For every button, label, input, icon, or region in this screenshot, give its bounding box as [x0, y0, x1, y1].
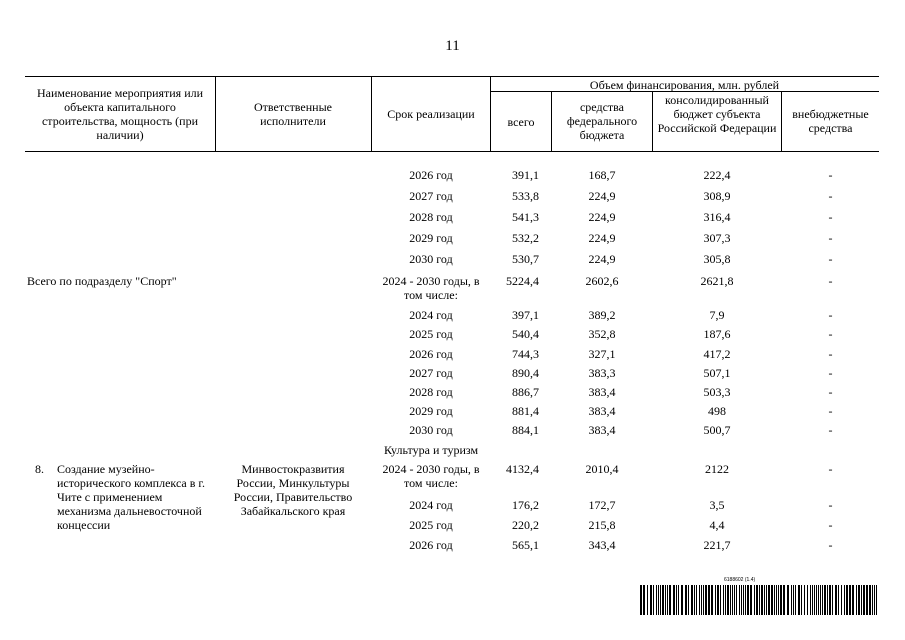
barcode-bar: [736, 585, 737, 615]
barcode-bar: [754, 585, 755, 615]
item8-name: Создание музейно-исторического комплекса в г. Чите с применением механизма дальневосточной концессии: [57, 462, 205, 532]
subtotal-label: Всего по подразделу "Спорт": [27, 274, 177, 288]
barcode-bar: [691, 585, 693, 615]
barcode-bar: [678, 585, 679, 615]
row-period: 2024 - 2030 годы, в том числе:: [382, 274, 480, 302]
barcode-bar: [771, 585, 773, 615]
header-executors: Ответственные исполнители: [254, 100, 332, 128]
row-federal: 168,7: [588, 168, 616, 182]
barcode-bar: [856, 585, 857, 615]
barcode-bar: [673, 585, 675, 615]
row-period: 2030 год: [409, 252, 453, 266]
barcode-bar: [861, 585, 862, 615]
row-total: 881,4: [512, 404, 539, 418]
row-federal: 224,9: [588, 231, 616, 245]
barcode-bar: [688, 585, 689, 615]
row-total: 397,1: [512, 308, 539, 322]
row-period: 2027 год: [409, 189, 453, 203]
row-total: 530,7: [512, 252, 539, 266]
row-total: 533,8: [512, 189, 539, 203]
row-regional: 417,2: [703, 347, 731, 361]
barcode-bar: [717, 585, 719, 615]
barcode-bar: [814, 585, 815, 615]
row-regional: 503,3: [703, 385, 731, 399]
item8-row-regional: 221,7: [703, 538, 731, 552]
barcode-bar: [812, 585, 813, 615]
row-extra: -: [828, 366, 833, 380]
barcode-bar: [829, 585, 831, 615]
barcode-bar: [669, 585, 671, 615]
row-period: 2025 год: [409, 327, 453, 341]
row-period: 2026 год: [409, 168, 453, 182]
barcode-bar: [759, 585, 760, 615]
row-regional: 2621,8: [700, 274, 734, 288]
item8-row-total: 4132,4: [506, 462, 539, 476]
table-top-rule: [25, 76, 879, 77]
item8-row-period: 2026 год: [409, 538, 453, 552]
barcode-bar: [705, 585, 707, 615]
row-extra: -: [828, 404, 833, 418]
row-federal: 389,2: [588, 308, 616, 322]
barcode-bar: [795, 585, 796, 615]
row-extra: -: [828, 168, 833, 182]
barcode-bar: [696, 585, 697, 615]
barcode-bar: [660, 585, 661, 615]
item8-row-federal: 2010,4: [585, 462, 619, 476]
barcode-bar: [741, 585, 742, 615]
row-extra: -: [828, 231, 833, 245]
barcode-bar: [650, 585, 652, 615]
barcode-bar: [703, 585, 704, 615]
item8-row-extra: -: [828, 518, 833, 532]
row-regional: 498: [708, 404, 726, 418]
barcode-image: [640, 585, 880, 615]
barcode-label: 6188602 (1.4): [724, 577, 756, 583]
row-extra: -: [828, 327, 833, 341]
barcode-bar: [791, 585, 792, 615]
barcode-bar: [874, 585, 875, 615]
row-total: 541,3: [512, 210, 539, 224]
row-total: 532,2: [512, 231, 539, 245]
item8-row-federal: 172,7: [588, 498, 616, 512]
item8-executors: Минвостокразвития России, Минкультуры России, Правительство Забайкальского края: [233, 462, 353, 518]
barcode-bar: [820, 585, 821, 615]
header-financing: Объем финансирования, млн. рублей: [589, 78, 780, 92]
header-federal: средства федерального бюджета: [566, 100, 638, 142]
col-divider-1: [215, 76, 216, 152]
barcode-bar: [827, 585, 828, 615]
row-period: 2028 год: [409, 210, 453, 224]
barcode-bar: [701, 585, 702, 615]
barcode-bar: [708, 585, 710, 615]
header-extra: внебюджетные средства: [792, 107, 869, 135]
row-federal: 352,8: [588, 327, 616, 341]
row-total: 890,4: [512, 366, 539, 380]
barcode-bar: [838, 585, 839, 615]
barcode-bar: [801, 585, 802, 615]
barcode-bar: [720, 585, 721, 615]
item8-row-federal: 343,4: [588, 538, 616, 552]
barcode-bar: [766, 585, 767, 615]
row-period: 2027 год: [409, 366, 453, 380]
barcode-bar: [727, 585, 729, 615]
barcode-bar: [764, 585, 765, 615]
barcode-bar: [640, 585, 642, 615]
row-regional: 500,7: [703, 423, 731, 437]
barcode-bar: [872, 585, 873, 615]
item8-row-regional: 2122: [705, 462, 729, 476]
header-name: Наименование мероприятия или объекта капитального строительства, мощность (при наличии): [36, 86, 204, 142]
row-extra: -: [828, 308, 833, 322]
barcode-bar: [743, 585, 744, 615]
row-extra: -: [828, 274, 833, 288]
barcode-bar: [768, 585, 770, 615]
barcode-bar: [643, 585, 645, 615]
row-extra: -: [828, 210, 833, 224]
barcode-bar: [835, 585, 837, 615]
row-regional: 308,9: [703, 189, 731, 203]
barcode-bar: [658, 585, 659, 615]
barcode-bar: [798, 585, 800, 615]
barcode-bar: [844, 585, 845, 615]
barcode-bar: [667, 585, 668, 615]
barcode-bar: [723, 585, 724, 615]
barcode-bar: [824, 585, 826, 615]
barcode-bar: [841, 585, 842, 615]
barcode-bar: [846, 585, 848, 615]
item8-row-period: 2024 - 2030 годы, в том числе:: [382, 462, 480, 490]
row-extra: -: [828, 347, 833, 361]
barcode-bar: [778, 585, 779, 615]
row-total: 886,7: [512, 385, 539, 399]
barcode-bar: [832, 585, 833, 615]
header-period: Срок реализации: [387, 107, 475, 121]
barcode-bar: [699, 585, 700, 615]
row-period: 2029 год: [409, 404, 453, 418]
item8-row-extra: -: [828, 462, 833, 476]
barcode-bar: [662, 585, 664, 615]
item8-row-total: 565,1: [512, 538, 539, 552]
row-federal: 383,4: [588, 404, 616, 418]
barcode-bar: [715, 585, 716, 615]
barcode-bar: [653, 585, 654, 615]
barcode-bar: [822, 585, 823, 615]
row-extra: -: [828, 189, 833, 203]
barcode-bar: [734, 585, 735, 615]
item8-row-period: 2025 год: [409, 518, 453, 532]
row-federal: 327,1: [588, 347, 616, 361]
row-regional: 307,3: [703, 231, 731, 245]
item8-row-total: 176,2: [512, 498, 539, 512]
barcode-bar: [780, 585, 782, 615]
barcode-bar: [807, 585, 808, 615]
barcode-bar: [725, 585, 726, 615]
row-federal: 224,9: [588, 210, 616, 224]
header-total: всего: [507, 115, 535, 129]
barcode-bar: [852, 585, 854, 615]
row-period: 2024 год: [409, 308, 453, 322]
barcode-bar: [787, 585, 789, 615]
row-federal: 2602,6: [585, 274, 619, 288]
row-federal: 224,9: [588, 189, 616, 203]
item8-row-federal: 215,8: [588, 518, 616, 532]
barcode-bar: [866, 585, 868, 615]
row-regional: 507,1: [703, 366, 731, 380]
page-number: 11: [445, 38, 460, 54]
row-regional: 187,6: [703, 327, 731, 341]
table-header-bottom-rule: [25, 151, 879, 152]
barcode-bar: [849, 585, 851, 615]
barcode-bar: [665, 585, 666, 615]
row-period: 2028 год: [409, 385, 453, 399]
row-total: 540,4: [512, 327, 539, 341]
row-total: 391,1: [512, 168, 539, 182]
header-regional: консолидированный бюджет субъекта Российской Федерации: [657, 93, 777, 135]
item8-row-extra: -: [828, 538, 833, 552]
row-extra: -: [828, 385, 833, 399]
barcode-bar: [681, 585, 683, 615]
barcode-bar: [656, 585, 657, 615]
barcode-bar: [804, 585, 805, 615]
barcode-bar: [756, 585, 758, 615]
row-period: 2029 год: [409, 231, 453, 245]
barcode-bar: [793, 585, 794, 615]
barcode-bar: [863, 585, 865, 615]
barcode-bar: [776, 585, 777, 615]
item8-number: 8.: [35, 462, 44, 476]
row-federal: 224,9: [588, 252, 616, 266]
barcode-bar: [732, 585, 733, 615]
item8-row-extra: -: [828, 498, 833, 512]
item8-row-total: 220,2: [512, 518, 539, 532]
row-period: 2026 год: [409, 347, 453, 361]
row-regional: 316,4: [703, 210, 731, 224]
barcode-bar: [685, 585, 687, 615]
row-period: 2030 год: [409, 423, 453, 437]
row-extra: -: [828, 423, 833, 437]
barcode-bar: [676, 585, 677, 615]
row-regional: 7,9: [709, 308, 725, 322]
barcode-bar: [694, 585, 695, 615]
barcode-bar: [783, 585, 785, 615]
barcode-bar: [730, 585, 731, 615]
barcode-bar: [750, 585, 752, 615]
barcode-bar: [816, 585, 817, 615]
item8-row-period: 2024 год: [409, 498, 453, 512]
row-regional: 222,4: [703, 168, 731, 182]
barcode-bar: [858, 585, 860, 615]
col-divider-4: [551, 91, 552, 152]
item8-row-regional: 3,5: [709, 498, 725, 512]
barcode-bar: [876, 585, 877, 615]
barcode-bar: [818, 585, 819, 615]
row-regional: 305,8: [703, 252, 731, 266]
barcode-bar: [747, 585, 749, 615]
barcode-bar: [761, 585, 763, 615]
barcode-bar: [869, 585, 871, 615]
barcode-bar: [810, 585, 811, 615]
barcode-bar: [774, 585, 775, 615]
row-total: 5224,4: [506, 274, 539, 288]
barcode-bar: [745, 585, 746, 615]
row-federal: 383,3: [588, 366, 616, 380]
section-title: Культура и туризм: [383, 443, 479, 457]
barcode-bar: [711, 585, 713, 615]
row-total: 744,3: [512, 347, 539, 361]
row-federal: 383,4: [588, 385, 616, 399]
barcode-bar: [739, 585, 740, 615]
barcode-bar: [647, 585, 648, 615]
row-extra: -: [828, 252, 833, 266]
col-divider-2: [371, 76, 372, 152]
row-federal: 383,4: [588, 423, 616, 437]
item8-row-regional: 4,4: [709, 518, 725, 532]
row-total: 884,1: [512, 423, 539, 437]
